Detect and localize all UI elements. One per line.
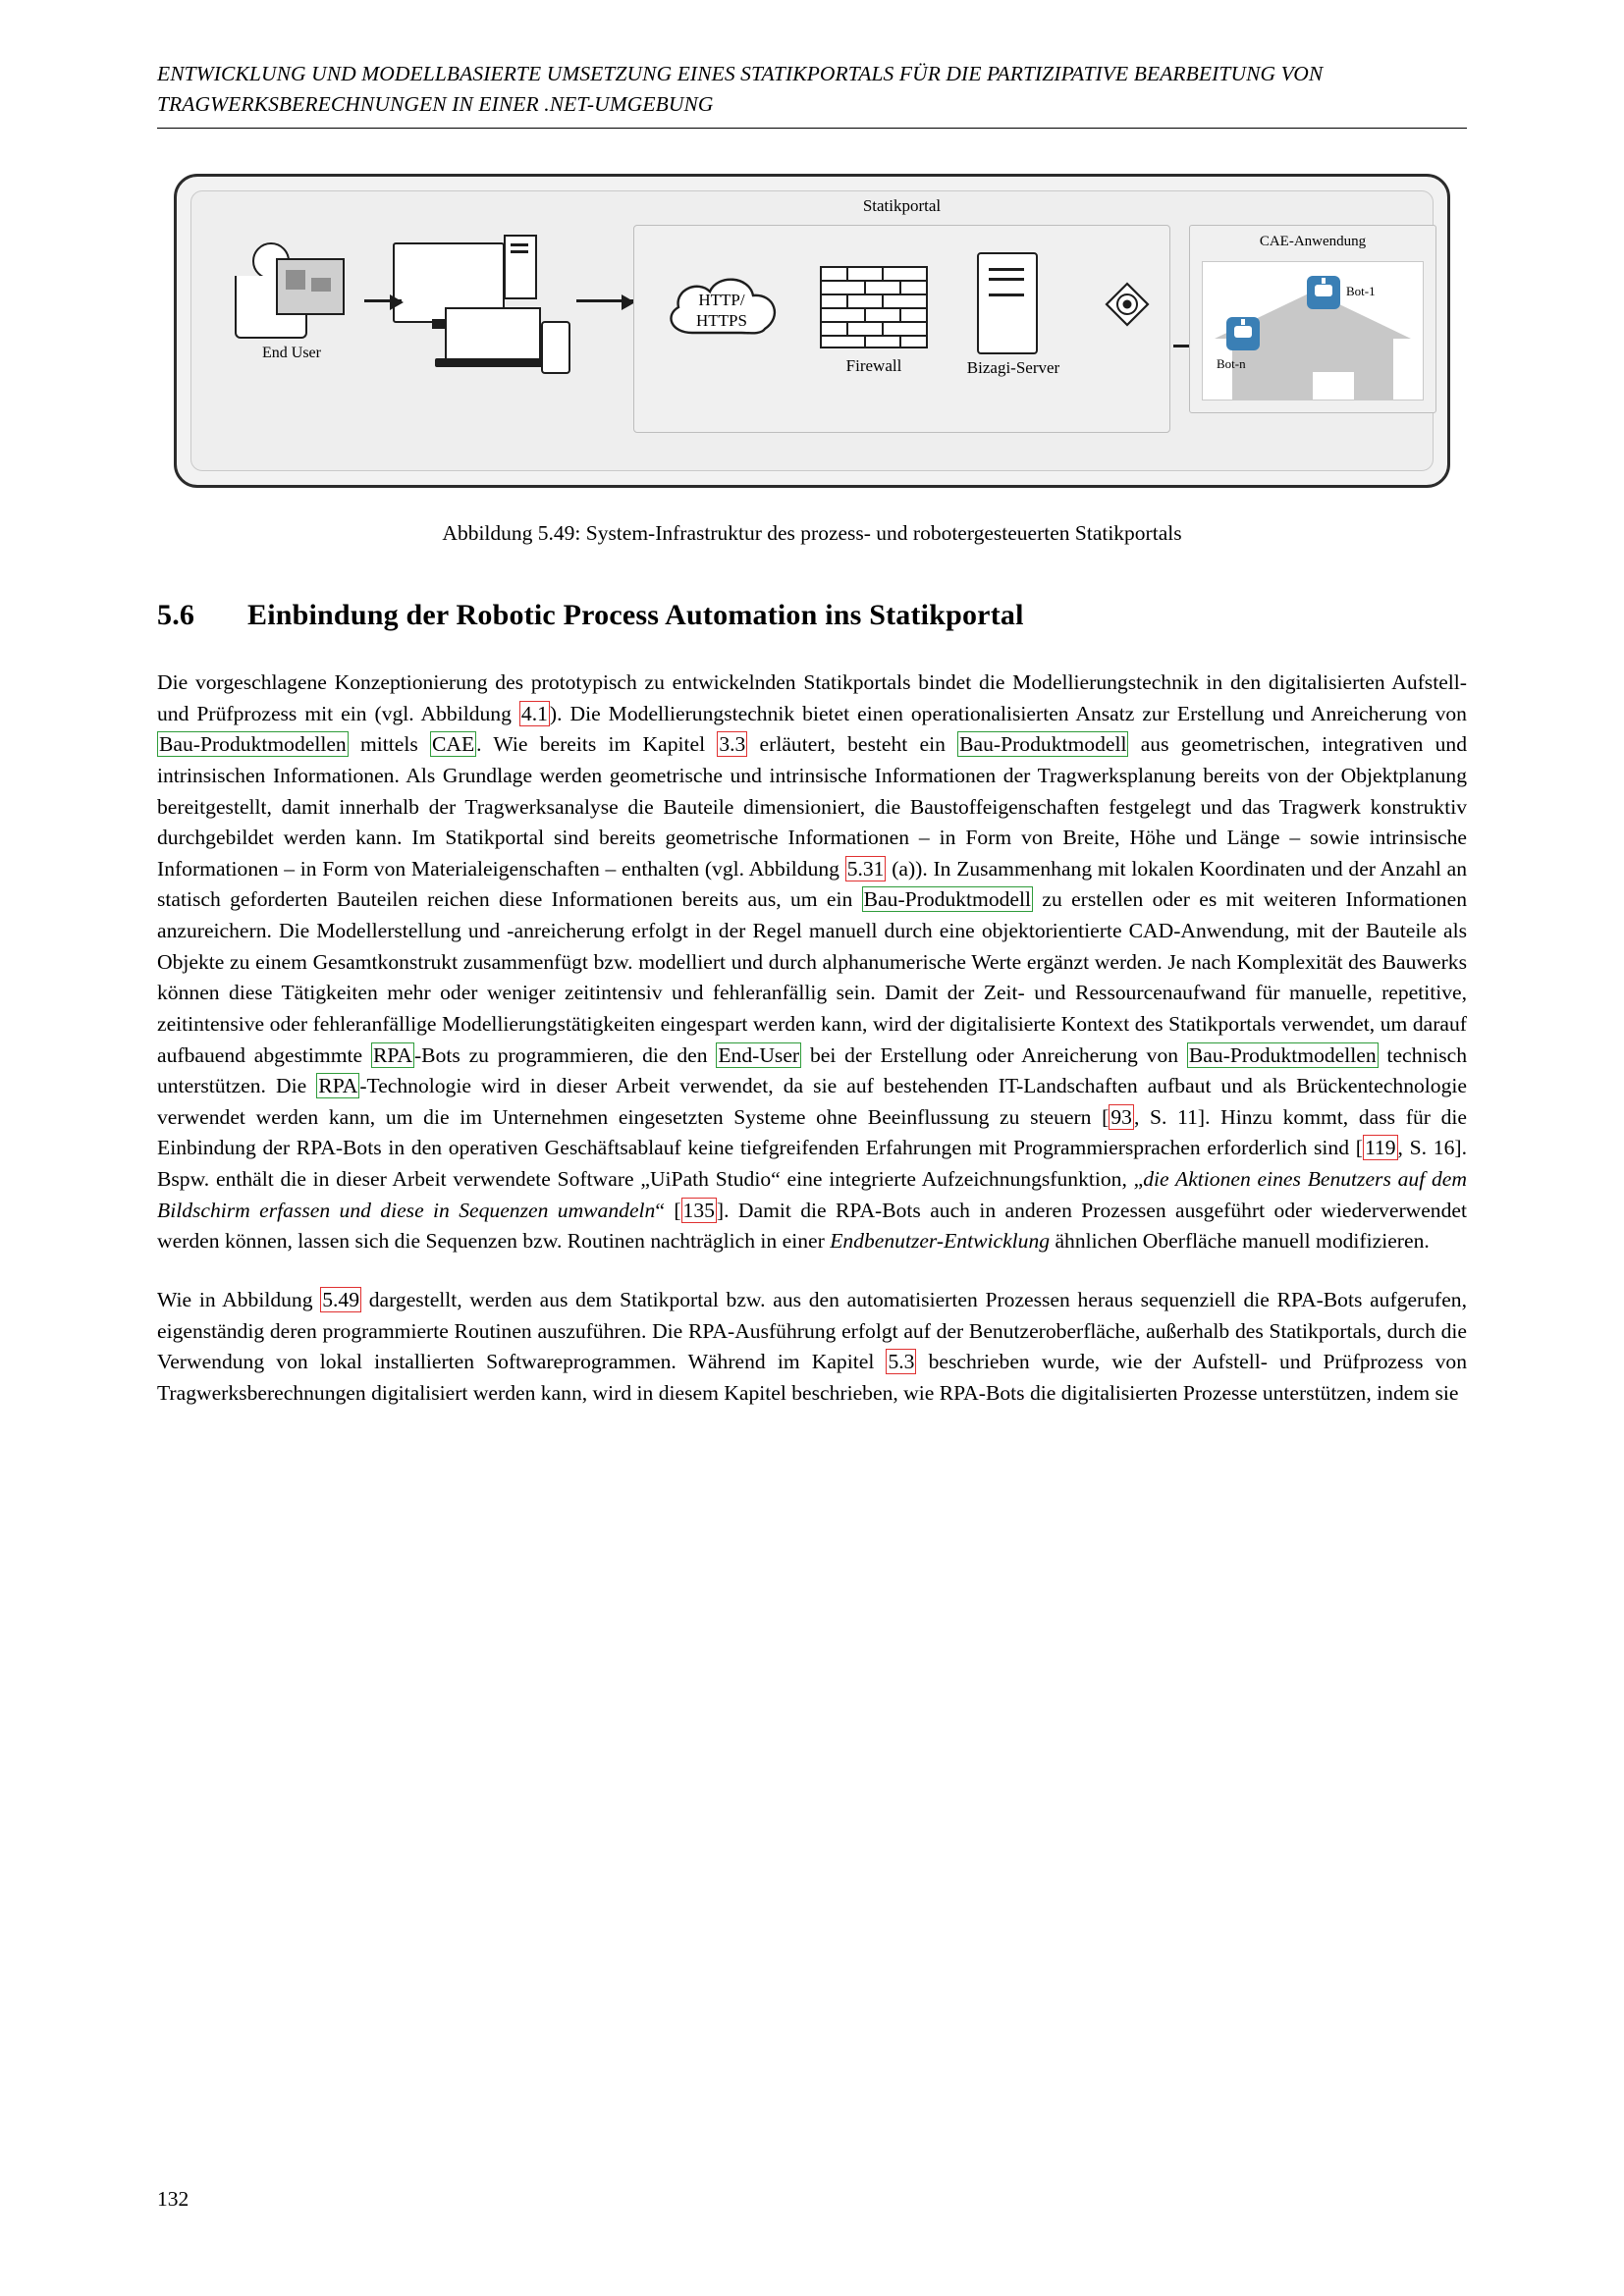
figure-caption: Abbildung 5.49: System-Infrastruktur des prozess- und robotergesteuerten Statikportals [442,521,1182,546]
ref-abbildung-5-49[interactable]: 5.49 [322,1287,360,1311]
ref-kapitel-3-3[interactable]: 3.3 [719,732,746,757]
p2-text-2: dargestellt, werden aus dem Statikportal bzw. aus den automatisierten Prozessen heraus sequenziell die RPA-Bots aufgerufen, eigenständig deren programmierte Routinen auszuführen. Die RPA-Ausführung erfolgt auf der Benutzeroberfläche, außerhalb des Statikportals, durch die Verwendung von lokal installierten Softwareprogrammen. Während im Kapitel [157,1287,1467,1374]
smartphone-icon [541,321,570,374]
end-user-label: End User [262,345,321,362]
bot-n-label: Bot-n [1217,356,1246,372]
p1-text-8: zu erstellen oder es mit weiteren Informationen anzureichern. Die Modellerstellung und -anreicherung erfolgt in der Regel manuell durch eine objektorientierte CAD-Anwendung, mit der Bauteile als Objekte zu einem Gesamtkonstrukt zusammenfügt bzw. modelliert und durch alphanumerische Werte ergänzt werden. Je nach Komplexität des Bauwerks können diese Tätigkeiten mehr oder weniger zeitintensiv und fehleranfällig sein. Damit der Zeit- und Ressourcenaufwand für manuelle, repetitive, zeitintensive oder fehleranfällige Modellierungstätigkeiten eingespart werden kann, wird der digitalisierte Kontext des Statikportals verwendet, um darauf aufbauend abgestimmte [157,887,1467,1067]
p2-text-1: Wie in Abbildung [157,1287,321,1311]
paragraph-2 [157,1285,1467,1410]
bot-1-icon [1307,276,1340,309]
p1-text-15: “ [ [655,1198,681,1222]
cae-canvas [1202,261,1424,400]
figure-inner-frame [190,190,1434,471]
bizagi-server-label: Bizagi-Server [966,358,1060,378]
end-user-illustration [231,242,349,370]
p1-text-4: . Wie bereits im Kapitel [476,732,718,757]
section-title: Einbindung der Robotic Process Automation ins Statikportal [247,599,1024,632]
paragraph-1 [157,667,1467,1257]
p1-text-2: ). Die Modellierungstechnik bietet einen operationalisierten Ansatz zur Erstellung und Anreicherung von [549,701,1467,725]
section-heading [157,599,1467,632]
arrow-user-to-devices [364,299,402,302]
user-screen-icon [276,258,345,315]
gear-icon [1105,282,1150,327]
p1-quote-italic: die Aktionen eines Benutzers auf dem Bildschirm erfassen und diese in Sequenzen umwandeln [157,1167,1467,1222]
figure-5-49 [174,174,1450,546]
cae-application-group [1189,225,1436,413]
ref-abbildung-5-31[interactable]: 5.31 [846,856,885,881]
p1-text-5: erläutert, besteht ein [747,732,958,757]
glossary-bau-produktmodellen[interactable]: Bau-Produktmodellen [159,732,347,757]
arrow-devices-to-cloud [576,299,633,302]
p1-text-13: , S. 11]. Hinzu kommt, dass für die Einbindung der RPA-Bots in den operativen Geschäftsablauf keine tiefgreifenden Erfahrungen mit Programmiersprachen erforderlich sind [ [157,1104,1467,1160]
laptop-base-icon [435,358,547,367]
http-label: HTTP/ HTTPS [696,291,747,331]
statikportal-label: Statikportal [862,196,942,216]
p1-text-17: ähnlichen Oberfläche manuell modifizieren. [1050,1229,1430,1254]
glossary-rpa-2[interactable]: RPA [318,1074,358,1098]
p1-text-9: -Bots zu programmieren, die den [413,1042,717,1067]
bot-n-icon [1226,317,1260,350]
glossary-bau-produktmodellen-2[interactable]: Bau-Produktmodellen [1188,1042,1377,1067]
citation-93[interactable]: 93 [1110,1104,1132,1129]
running-header: ENTWICKLUNG UND MODELLBASIERTE UMSETZUNG EINES STATIKPORTALS FÜR DIE PARTIZIPATIVE BEARBEITUNG VON TRAGWERKSBERECHNUNGEN IN EINER .NET-UMGEBUNG [157,62,1324,116]
p1-text-14: , S. 16]. Bspw. enthält die in dieser Arbeit verwendete Software „UiPath Studio“ eine integrierte Aufzeichnungsfunktion, „ [157,1136,1467,1192]
p1-text-3: mittels [348,732,430,757]
bot-1-label: Bot-1 [1346,284,1376,299]
p1-term-endbenutzer-entwicklung: Endbenutzer-Entwicklung [830,1229,1051,1254]
firewall-label: Firewall [845,356,902,376]
firewall-icon [820,266,928,376]
header-rule [157,128,1467,129]
p1-text-6: aus geometrischen, integrativen und intrinsischen Informationen. Als Grundlage werden geometrische und intrinsische Informationen der Tragwerksplanung bereits von der Objektplanung bereitgestellt, damit innerhalb der Tragwerksanalyse die Bauteile dimensioniert, die Baustoffeigenschaften festgelegt und das Tragwerk konstruktiv durchgebildet werden kann. Im Statikportal sind bereits geometrische Informationen – in Form von Breite, Höhe und Länge – sowie intrinsische Informationen – in Form von Materialeigenschaften – enthalten (vgl. Abbildung [157,732,1468,881]
glossary-cae[interactable]: CAE [431,732,475,757]
p1-text-11: technisch unterstützen. Die [157,1042,1467,1098]
ref-kapitel-5-3[interactable]: 5.3 [888,1350,915,1374]
internet-cloud-icon [653,264,790,352]
figure-frame [174,174,1450,488]
ref-abbildung-4-1[interactable]: 4.1 [520,701,548,725]
pc-tower-icon [504,235,537,299]
bizagi-server-icon [977,252,1038,354]
p1-text-1: Die vorgeschlagene Konzeptionierung des prototypisch zu entwickelnden Statikportals bindet die Modellierungstechnik in den digitalisierten Aufstell- und Prüfprozess mit ein (vgl. Abbildung [157,670,1467,725]
p1-text-12: -Technologie wird in dieser Arbeit verwendet, da sie auf bestehenden IT-Landschaften aufbaut und als Brückentechnologie verwendet werden kann, um die im Unternehmen eingesetzten Systeme ohne Beeinflussung zu steuern [ [157,1074,1467,1129]
glossary-bau-produktmodell-2[interactable]: Bau-Produktmodell [863,887,1032,912]
laptop-icon [445,307,541,362]
p2-text-3: beschrieben wurde, wie der Aufstell- und Prüfprozess von Tragwerksberechnungen digitalisiert werden kann, wird in diesem Kapitel beschrieben, wie RPA-Bots die digitalisierten Prozesse unterstützen, indem sie [157,1350,1468,1405]
glossary-bau-produktmodell[interactable]: Bau-Produktmodell [959,732,1127,757]
p1-text-10: bei der Erstellung oder Anreicherung von [801,1042,1187,1067]
section-number: 5.6 [157,599,195,632]
p1-text-7: (a)). In Zusammenhang mit lokalen Koordinaten und der Anzahl an statisch geforderten Bauteilen reichen diese Informationen bereits aus, um ein [157,856,1467,912]
glossary-rpa[interactable]: RPA [372,1042,412,1067]
glossary-end-user[interactable]: End-User [718,1042,800,1067]
cae-label: CAE-Anwendung [1259,234,1367,250]
citation-135[interactable]: 135 [682,1198,715,1222]
citation-119[interactable]: 119 [1364,1136,1396,1160]
p1-text-16: ]. Damit die RPA-Bots auch in anderen Prozessen ausgeführt oder wiederverwendet werden können, lassen sich die Sequenzen bzw. Routinen nachträglich in einer [157,1198,1467,1254]
page-number: 132 [157,2187,189,2211]
